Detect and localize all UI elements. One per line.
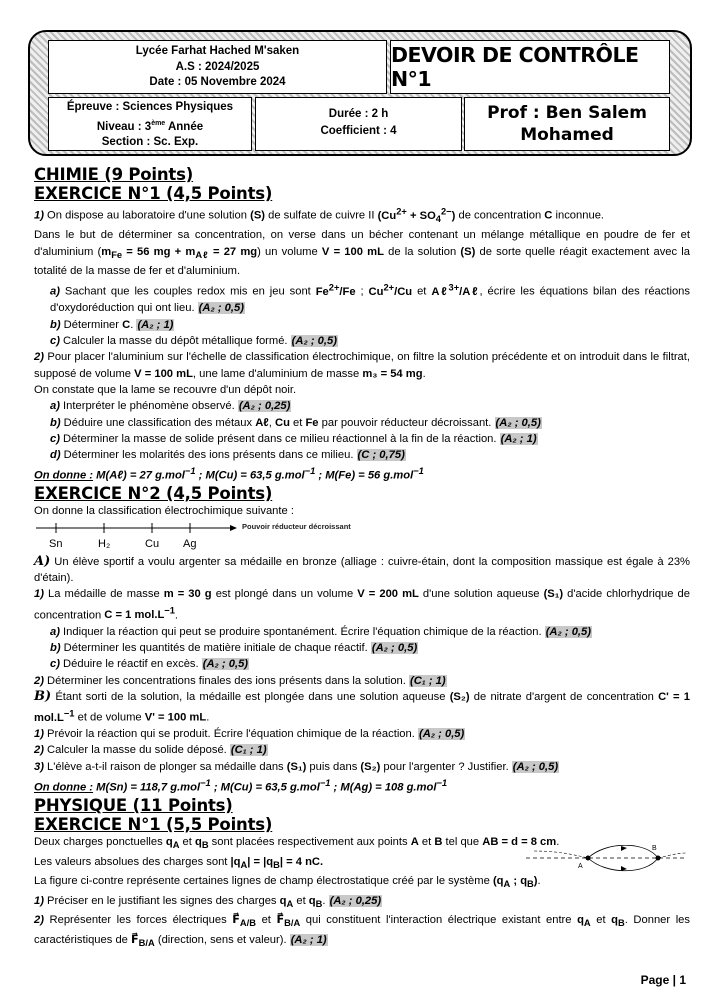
coefficient: Coefficient : 4 xyxy=(320,125,397,137)
exam-title: DEVOIR DE CONTRÔLE N°1 xyxy=(391,43,639,91)
duration: Durée : 2 h xyxy=(328,108,389,120)
teacher-line-2: Mohamed xyxy=(520,125,614,145)
point-a-label: A xyxy=(578,863,583,870)
school-info-box xyxy=(48,40,387,94)
subject: Épreuve : Sciences Physiques xyxy=(66,101,234,113)
electrochemical-scale xyxy=(34,520,690,554)
field-lines-figure xyxy=(526,845,686,882)
scale-label-cu: Cu xyxy=(145,537,160,550)
chem-exercise-2-title: EXERCICE N°2 (4,5 Points) xyxy=(34,484,273,504)
phys-exercise-1-title: EXERCICE N°1 (5,5 Points) xyxy=(34,815,273,835)
school-name: Lycée Farhat Hached M'saken xyxy=(135,45,300,57)
scale-label-ag: Ag xyxy=(183,537,197,550)
chem-ex1-body: 1) On dispose au laboratoire d'une solution (S) de sulfate de cuivre II $(Cu^{2+} + SO_4^{2-})$ de concentration C inconnue. Dans le but de déterminer sa concentration, on verse dans un bécher contenant un mélange métallique en poudre de fer et d'aluminium ($m_{Fe} = 56$ mg + $m_{A\ell} = 27$ mg) un volume V = 100 mL de la solution (S) de sorte quelle réagit exactement avec la totalité de la masse de fer et d'aluminium. a) Sachant que les couples redox mis en jeu sont $Fe^{2+}/Fe$ ; $Cu^{2+}/Cu$ et Aℓ$^{3+}$/Aℓ, écrire les équations bilan des réactions d'oxydoréduction qui ont lieu. (A₂ ; 0,5) b) Déterminer C. (A₂ ; 1) c) Calculer la masse du dépôt métallique formé. (A₂ ; 0,5) 2) Pour placer l'aluminium sur l'échelle de classification électrochimique, on filtre la solution précédente et on introduit dans le filtrat, supposé de volume V = 100 mL, une lame d'aluminium de masse m₃ = 54 mg. On constate que la lame se recouvre d'un dépôt noir. a) Interpréter le phénomène observé. (A₂ ; 0,25) b) Déduire une classification des métaux Aℓ, Cu et Fe par pouvoir réducteur décroissant. (A₂ ; 0,5) c) Déterminer la masse de solide présent dans ce milieu réactionnel à la fin de la réaction. (A₂ ; 1) d) Déterminer les molarités des ions présents dans ce milieu. (C ; 0,75) On donne : M(Aℓ) = 27 g.mol$^{-1}$ ; M(Cu) = 63,5 g.mol$^{-1}$ ; M(Fe) = 56 g.mol$^{-1}$ xyxy=(34,206,691,483)
teacher-line-1: Prof : Ben Salem xyxy=(487,103,647,123)
physics-title: PHYSIQUE (11 Points) xyxy=(34,796,233,816)
section: Section : Sc. Exp. xyxy=(101,135,199,148)
scale-label-h2: H₂ xyxy=(98,537,111,550)
chem-ex2-body: On donne la classification électrochimique suivante : Pouvoir réducteur décroissant Sn H₂ Cu Ag A) Un élève sportif a voulu argenter sa médaille en bronze (alliage : cuivre-étain, dont la composition massique est égale à 23% d'étain). 1) La médaille de masse m = 30 g est plongé dans un volume V = 200 mL d'une solution aqueuse (S₁) d'acide chlorhydrique de concentration C = 1 $mol.L^{-1}$. a) Indiquer la réaction qui peut se produire spontanément. Écrire l'équation chimique de la réaction. (A₂ ; 0,5) b) Déterminer les quantités de matière initiale de chaque réactif. (A₂ ; 0,5) c) Déduire le réactif en excès. (A₂ ; 0,5) 2) Déterminer les concentrations finales des ions présents dans la solution. (C₁ ; 1) B) Étant sorti de la solution, la médaille est plongée dans une solution aqueuse (S₂) de nitrate d'argent de concentration C' = 1 $mol.L^{-1}$ et de volume V' = 100 mL. 1) Prévoir la réaction qui se produit. Écrire l'équation chimique de la réaction. (A₂ ; 0,5) 2) Calculer la masse du solide déposé. (C₁ ; 1) 3) L'élève a-t-il raison de plonger sa médaille dans (S₁) puis dans (S₂) pour l'argenter ? Justifier. (A₂ ; 0,5) On donne : M(Sn) = 118,7 g.mol$^{-1}$ ; M(Cu) = 63,5 g.mol$^{-1}$ ; M(Ag) = 108 g.mol$^{-1}$ xyxy=(34,505,690,794)
scale-label-sn: Sn xyxy=(49,537,63,550)
subject-box xyxy=(48,97,252,151)
scale-caption: Pouvoir réducteur décroissant xyxy=(242,521,351,531)
header-banner xyxy=(28,30,692,156)
level: Niveau : 3ème Année xyxy=(96,119,204,133)
teacher-box xyxy=(464,97,670,151)
chemistry-title: CHIMIE (9 Points) xyxy=(34,165,194,184)
point-b-label: B xyxy=(652,845,657,852)
exam-content xyxy=(34,165,690,951)
exam-date: Date : 05 Novembre 2024 xyxy=(149,76,286,88)
school-year: A.S : 2024/2025 xyxy=(175,60,260,73)
chem-exercise-1-title: EXERCICE N°1 (4,5 Points) xyxy=(34,184,273,203)
exam-title-box xyxy=(390,40,670,94)
phys-ex1-body: Deux charges ponctuelles $q_A$ et $q_B$ sont placées respectivement aux points A et B tel que AB = d = 8 cm. Les valeurs absolues des charges sont $|q_A| = |q_B| = 4$ nC. La figure ci-contre représente certaines lignes de champ électrostatique créé par le système ($q_A$ ; $q_B$). 1) Préciser en le justifiant les signes des charges $q_A$ et $q_B$. (A₂ ; 0,25) 2) Représenter les forces électriques $F⃗_{A/B}$ et $F⃗_{B/A}$ qui constituent l'interaction électrique existant entre $q_A$ et $q_B$. Donner les caractéristiques de $F⃗_{B/A}$ (direction, sens et valeur). (A₂ ; 1) xyxy=(34,836,690,948)
page-number: Page | 1 xyxy=(640,973,686,987)
duration-box xyxy=(255,97,462,151)
